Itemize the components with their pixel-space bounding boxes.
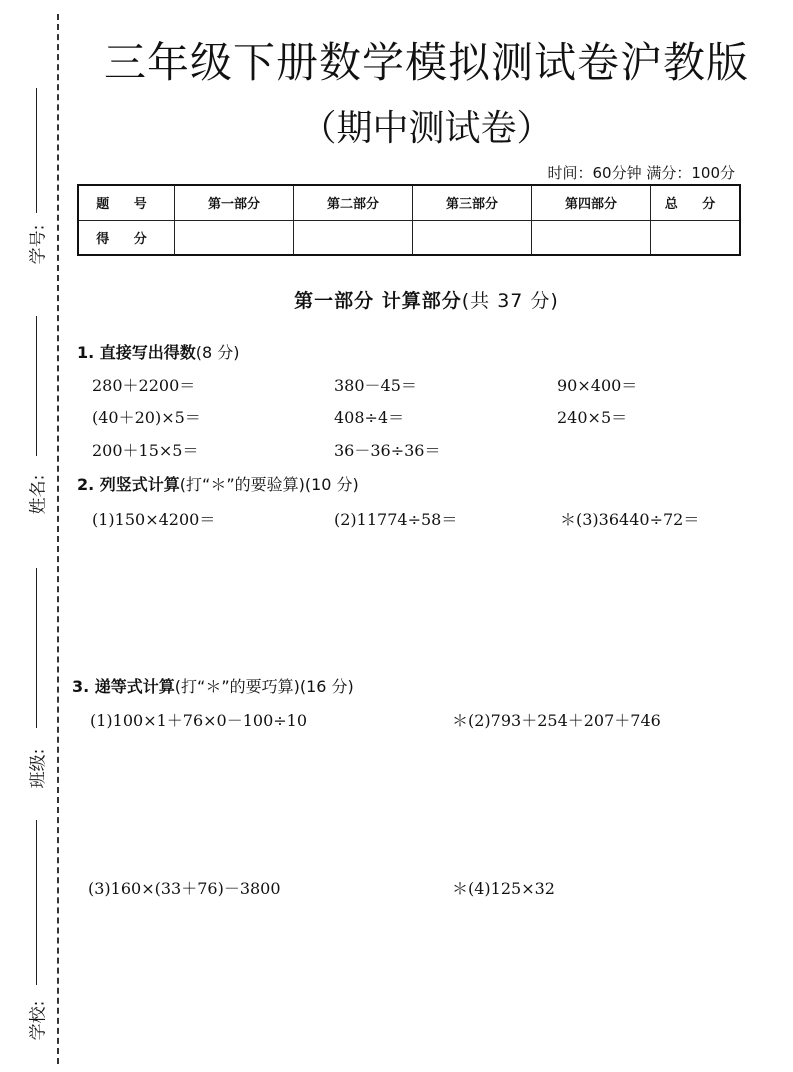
question-2-title: 2. 列竖式计算 xyxy=(77,475,180,494)
q3-item-2: ＊(2)793＋254＋207＋746 xyxy=(452,711,661,730)
score-header-cell: 第三部分 xyxy=(413,185,532,220)
q2-answer-space[interactable] xyxy=(77,535,757,665)
q3-item-1: (1)100×1＋76×0－100÷10 xyxy=(90,711,308,730)
q2-item-1: (1)150×4200＝ xyxy=(92,510,216,529)
q1-item-3: 90×400＝ xyxy=(557,376,638,395)
q1-item-1: 280＋2200＝ xyxy=(92,376,196,395)
q2-item-3: ＊(3)36440÷72＝ xyxy=(560,510,700,529)
binding-dashed-line xyxy=(57,14,59,1064)
score-header-cell: 第四部分 xyxy=(532,185,651,220)
q1-item-8: 36－36÷36＝ xyxy=(334,441,441,460)
question-2-heading xyxy=(77,472,359,495)
score-cell-part2[interactable] xyxy=(294,220,413,255)
class-write-line[interactable] xyxy=(36,568,37,728)
page-title: 三年级下册数学模拟测试卷沪教版 xyxy=(103,38,749,87)
question-2-points: (打“＊”的要验算)(10 分) xyxy=(179,475,359,494)
question-1-title: 1. 直接写出得数 xyxy=(77,343,196,362)
question-3-points: (打“＊”的要巧算)(16 分) xyxy=(174,677,354,696)
q3-answer-space-upper[interactable] xyxy=(77,735,757,865)
score-cell-part3[interactable] xyxy=(413,220,532,255)
q3-item-3: (3)160×(33＋76)－3800 xyxy=(88,879,281,898)
section-title xyxy=(60,286,793,313)
score-table-header-row xyxy=(78,185,740,220)
question-3-title: 3. 递等式计算 xyxy=(72,677,175,696)
score-table-score-row xyxy=(78,220,740,255)
score-header-cell: 题 号 xyxy=(78,185,175,220)
school-label: 学校: xyxy=(28,1000,49,1041)
school-write-line[interactable] xyxy=(36,820,37,985)
q1-item-6: 240×5＝ xyxy=(557,408,628,427)
exam-time-and-score: 时间：60分钟 满分：100分 xyxy=(547,164,735,182)
student-id-label: 学号: xyxy=(28,224,49,265)
page-subtitle: （期中测试卷） xyxy=(300,108,553,149)
q3-answer-space-lower[interactable] xyxy=(77,903,757,1053)
student-id-write-line[interactable] xyxy=(36,88,37,213)
q1-item-7: 200＋15×5＝ xyxy=(92,441,199,460)
score-row-label: 得 分 xyxy=(78,220,175,255)
name-write-line[interactable] xyxy=(36,316,37,456)
score-table xyxy=(77,184,741,256)
class-label: 班级: xyxy=(28,748,49,789)
section-title-text: 第一部分 计算部分 xyxy=(294,290,462,312)
score-cell-part1[interactable] xyxy=(175,220,294,255)
question-1-points: (8 分) xyxy=(195,343,240,362)
score-header-cell: 第一部分 xyxy=(175,185,294,220)
q1-item-2: 380－45＝ xyxy=(334,376,417,395)
name-label: 姓名: xyxy=(28,474,49,515)
score-header-cell: 第二部分 xyxy=(294,185,413,220)
score-header-cell: 总 分 xyxy=(651,185,741,220)
score-cell-total[interactable] xyxy=(651,220,741,255)
q1-item-4: (40＋20)×5＝ xyxy=(92,408,201,427)
q3-item-4: ＊(4)125×32 xyxy=(452,879,555,898)
score-cell-part4[interactable] xyxy=(532,220,651,255)
q2-item-2: (2)11774÷58＝ xyxy=(334,510,458,529)
q1-item-5: 408÷4＝ xyxy=(334,408,405,427)
question-3-heading xyxy=(72,674,354,697)
question-1-heading xyxy=(77,340,240,363)
section-points: (共 37 分) xyxy=(461,290,559,312)
